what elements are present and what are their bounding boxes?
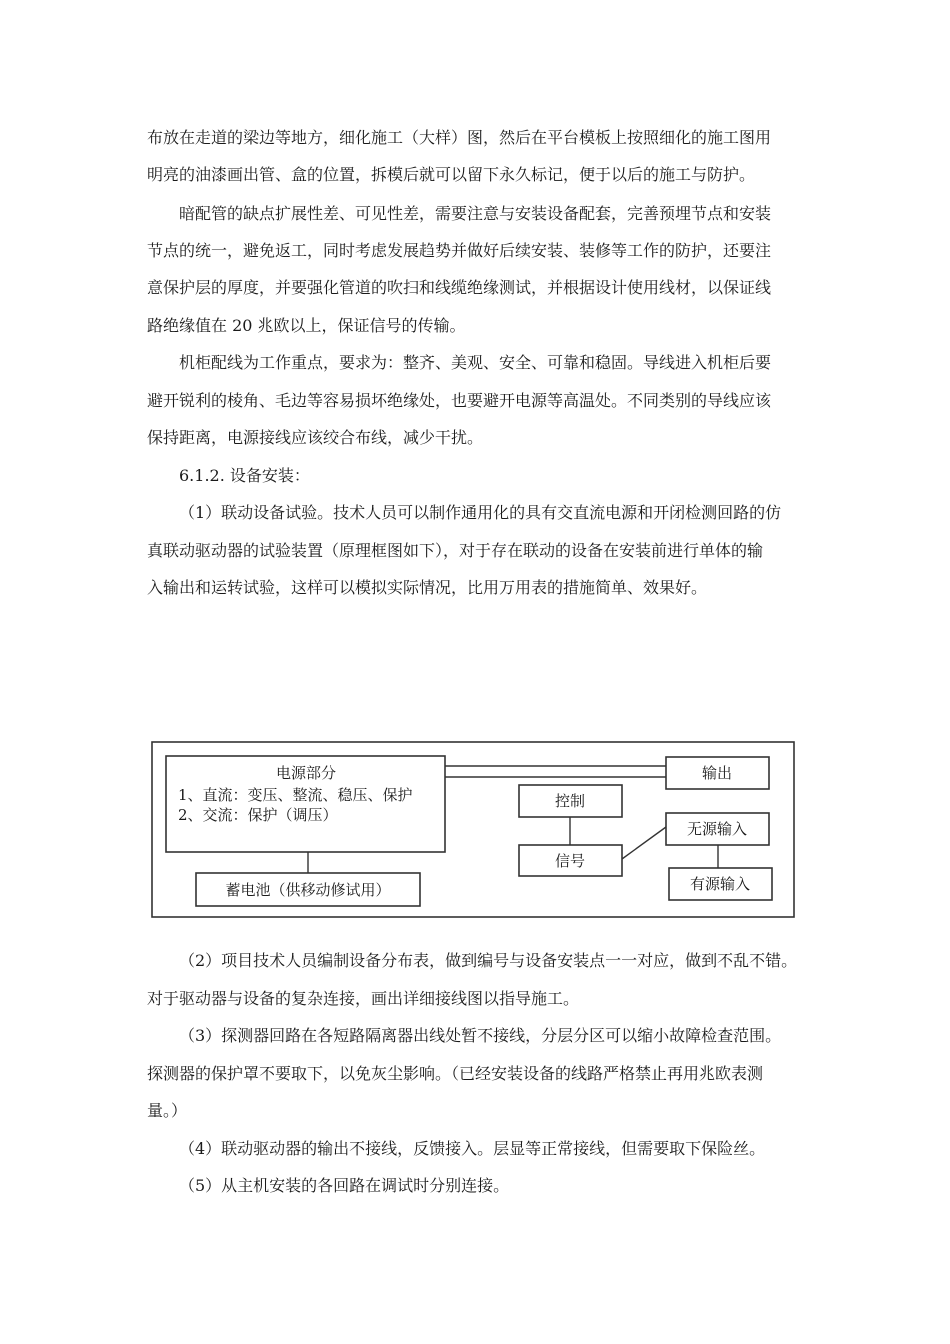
text-line: 对于驱动器与设备的复杂连接，画出详细接线图以指导施工。 — [147, 989, 580, 1008]
text-line: 保持距离，电源接线应该绞合布线，减少干扰。 — [147, 428, 484, 447]
active-input-label: 有源输入 — [689, 875, 751, 893]
text-line: 入输出和运转试验，这样可以模拟实际情况，比用万用表的措施简单、效果好。 — [147, 578, 708, 597]
text-line: 路绝缘值在 20 兆欧以上，保证信号的传输。 — [147, 316, 466, 335]
text-line: 意保护层的厚度，并要强化管道的吹扫和线缆绝缘测试，并根据设计使用线材，以保证线 — [147, 278, 772, 297]
text-line: 布放在走道的梁边等地方，细化施工（大样）图，然后在平台模板上按照细化的施工图用 — [147, 128, 772, 147]
signal-label: 信号 — [554, 852, 586, 870]
control-label: 控制 — [554, 792, 586, 810]
text-line: 节点的统一，避免返工，同时考虑发展趋势并做好后续安装、装修等工作的防护，还要注 — [147, 241, 772, 260]
power-title: 电源部分 — [275, 764, 337, 782]
passive-input-label: 无源输入 — [686, 820, 748, 838]
text-line: （4）联动驱动器的输出不接线，反馈接入。层显等正常接线，但需要取下保险丝。 — [179, 1139, 766, 1158]
text-line: （3）探测器回路在各短路隔离器出线处暂不接线，分层分区可以缩小故障检查范围。 — [179, 1026, 782, 1045]
text-line: 真联动驱动器的试验装置（原理框图如下），对于存在联动的设备在安装前进行单体的输 — [147, 541, 764, 560]
output-label: 输出 — [701, 764, 733, 782]
text-line: 探测器的保护罩不要取下，以免灰尘影响。（已经安装设备的线路严格禁止再用兆欧表测 — [147, 1064, 764, 1083]
text-line: 暗配管的缺点扩展性差、可见性差，需要注意与安装设备配套，完善预埋节点和安装 — [179, 204, 772, 223]
text-line: （2）项目技术人员编制设备分布表，做到编号与设备安装点一一对应，做到不乱不错。 — [179, 951, 798, 970]
power-dc-line: 1、直流：变压、整流、稳压、保护 — [178, 786, 413, 804]
text-line: 量。） — [147, 1101, 188, 1120]
power-ac-line: 2、交流：保护（调压） — [178, 806, 338, 824]
connector — [622, 827, 666, 859]
section-heading: 6.1.2. 设备安装： — [179, 466, 310, 485]
text-line: （1）联动设备试验。技术人员可以制作通用化的具有交直流电源和开闭检测回路的仿 — [179, 503, 782, 522]
text-line: 避开锐利的棱角、毛边等容易损坏绝缘处，也要避开电源等高温处。不同类别的导线应该 — [147, 391, 772, 410]
text-line: 机柜配线为工作重点，要求为：整齐、美观、安全、可靠和稳固。导线进入机柜后要 — [179, 353, 772, 372]
text-line: 明亮的油漆画出管、盒的位置，拆模后就可以留下永久标记，便于以后的施工与防护。 — [147, 165, 756, 184]
text-line: （5）从主机安装的各回路在调试时分别连接。 — [179, 1176, 510, 1195]
battery-label: 蓄电池（供移动修试用） — [225, 881, 391, 899]
